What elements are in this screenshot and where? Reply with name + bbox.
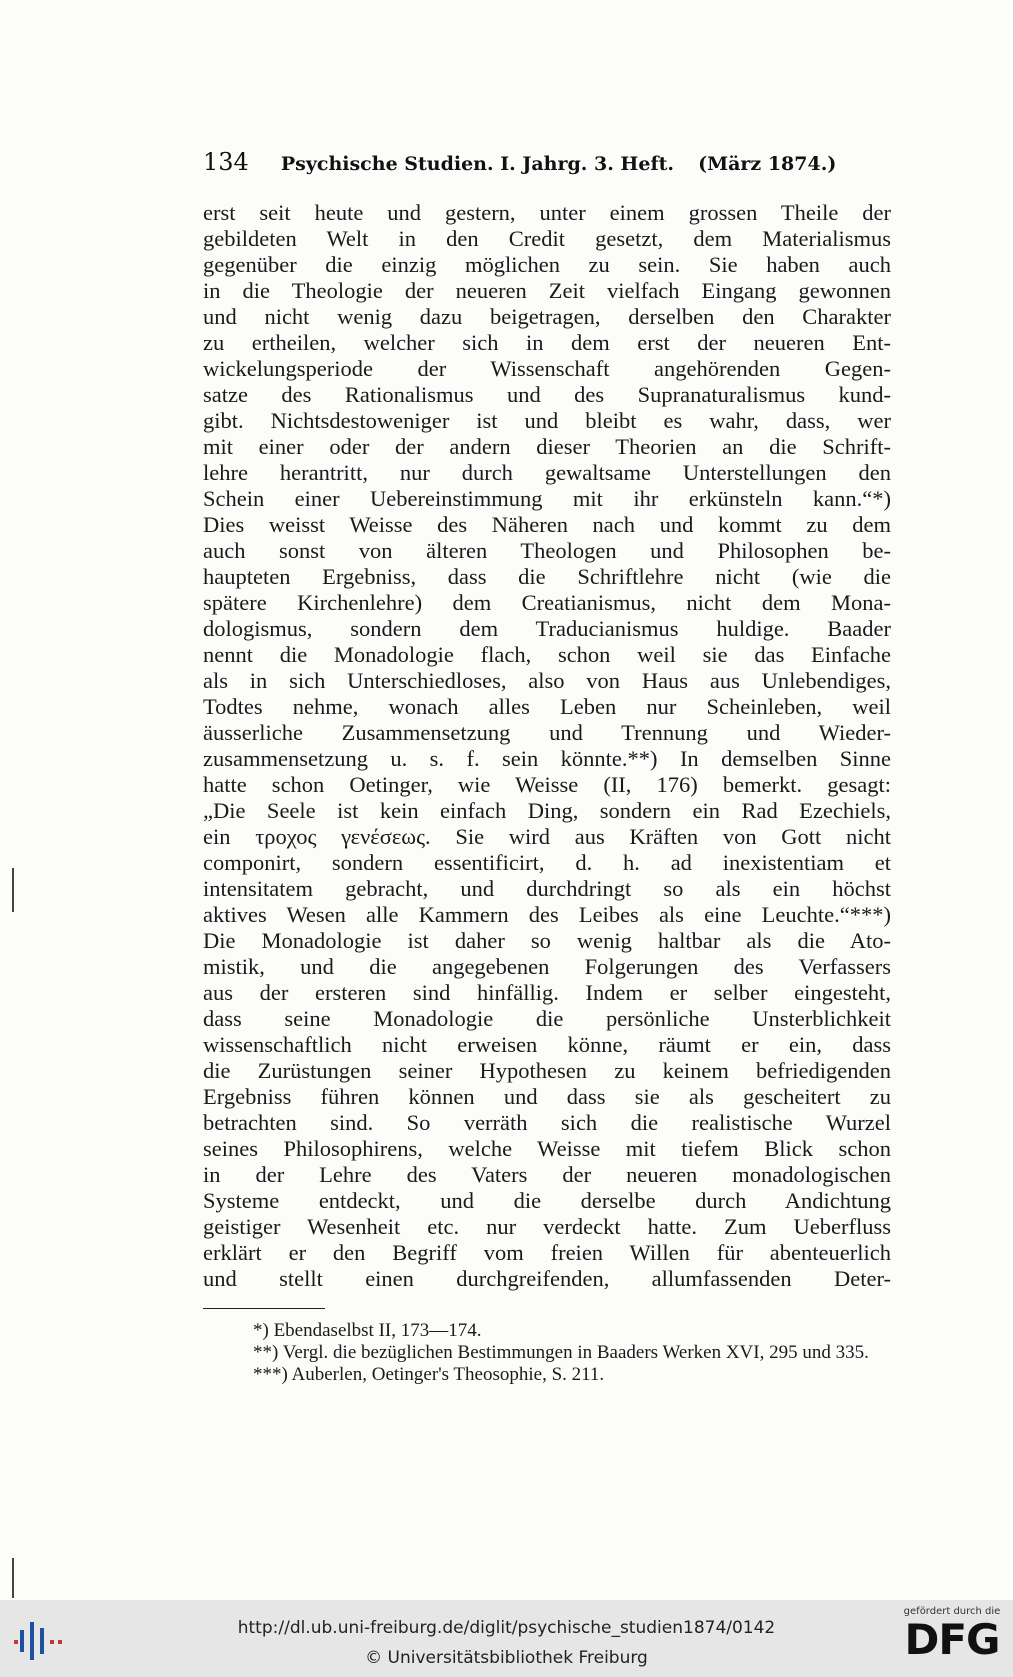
body-line: Ergebniss führen können und dass sie als gescheitert zu: [203, 1084, 891, 1109]
footnote-2: **) Vergl. die bezüglichen Bestimmungen in Baaders Werken XVI, 295 und 335.: [253, 1342, 869, 1363]
body-line: auch sonst von älteren Theologen und Philosophen be-: [203, 538, 891, 563]
page-number: 134: [203, 148, 249, 176]
body-line: äusserliche Zusammensetzung und Trennung und Wieder-: [203, 720, 891, 745]
body-line: Systeme entdeckt, und die derselbe durch Andichtung: [203, 1188, 891, 1213]
body-line: lehre herantritt, nur durch gewaltsame Unterstellungen den: [203, 460, 891, 485]
running-header: [203, 148, 837, 176]
body-line: Die Monadologie ist daher so wenig haltbar als die Ato-: [203, 928, 891, 953]
dfg-logo: [901, 1606, 1003, 1674]
footnote-1: *) Ebendaselbst II, 173—174.: [253, 1320, 482, 1341]
body-line: zu ertheilen, welcher sich in dem erst der neueren Ent-: [203, 330, 891, 355]
body-line: gibt. Nichtsdestoweniger ist und bleibt es wahr, dass, wer: [203, 408, 891, 433]
body-line: wissenschaftlich nicht erweisen könne, räumt er ein, dass: [203, 1032, 891, 1057]
body-line: Dies weisst Weisse des Näheren nach und kommt zu dem: [203, 512, 891, 537]
body-line: haupteten Ergebniss, dass die Schriftlehre nicht (wie die: [203, 564, 891, 589]
body-line: und nicht wenig dazu beigetragen, derselben den Charakter: [203, 304, 891, 329]
body-line: erst seit heute und gestern, unter einem grossen Theile der: [203, 200, 891, 225]
body-line: Todtes nehme, wonach alles Leben nur Scheinleben, weil: [203, 694, 891, 719]
margin-mark: [12, 868, 14, 912]
footnotes: [203, 1320, 891, 1386]
footnote-3: ***) Auberlen, Oetinger's Theosophie, S. 211.: [253, 1364, 605, 1385]
footnote-rule: [203, 1308, 325, 1309]
body-line: die Zurüstungen seiner Hypothesen zu keinem befriedigenden: [203, 1058, 891, 1083]
body-line: erklärt er den Begriff vom freien Willen für abenteuerlich: [203, 1240, 891, 1265]
body-line: gegenüber die einzig möglichen zu sein. Sie haben auch: [203, 252, 891, 277]
body-line: satze des Rationalismus und des Supranaturalismus kund-: [203, 382, 891, 407]
body-line: als in sich Unterschiedloses, also von Haus aus Unlebendiges,: [203, 668, 891, 693]
margin-mark: [12, 1558, 14, 1598]
body-text: [203, 200, 891, 1292]
body-line: componirt, sondern essentificirt, d. h. ad inexistentiam et: [203, 850, 891, 875]
body-line: mistik, und die angegebenen Folgerungen des Verfassers: [203, 954, 891, 979]
body-line: wickelungsperiode der Wissenschaft angehörenden Gegen-: [203, 356, 891, 381]
body-line: dologismus, sondern dem Traducianismus huldige. Baader: [203, 616, 891, 641]
permalink[interactable]: http://dl.ub.uni-freiburg.de/diglit/psychische_studien1874/0142: [237, 1618, 776, 1638]
body-line: hatte schon Oetinger, wie Weisse (II, 176) bemerkt. gesagt:: [203, 772, 891, 797]
body-line: betrachten sind. So verräth sich die realistische Wurzel: [203, 1110, 891, 1135]
body-line: gebildeten Welt in den Credit gesetzt, dem Materialismus: [203, 226, 891, 251]
body-line: aus der ersteren sind hinfällig. Indem er selber eingesteht,: [203, 980, 891, 1005]
body-line: spätere Kirchenlehre) dem Creatianismus, nicht dem Mona-: [203, 590, 891, 615]
body-line: in der Lehre des Vaters der neueren monadologischen: [203, 1162, 891, 1187]
body-line: zusammensetzung u. s. f. sein könnte.**) In demselben Sinne: [203, 746, 891, 771]
body-line: in die Theologie der neueren Zeit vielfach Eingang gewonnen: [203, 278, 891, 303]
body-line: dass seine Monadologie die persönliche Unsterblichkeit: [203, 1006, 891, 1031]
body-line: ein τροχος γενέσεως. Sie wird aus Kräften von Gott nicht: [203, 824, 891, 849]
dfg-caption: gefördert durch die: [903, 1606, 1001, 1617]
body-line: „Die Seele ist kein einfach Ding, sondern ein Rad Ezechiels,: [203, 798, 891, 823]
journal-title: Psychische Studien. I. Jahrg. 3. Heft.: [280, 153, 675, 175]
body-line: geistiger Wesenheit etc. nur verdeckt hatte. Zum Ueberfluss: [203, 1214, 891, 1239]
footer-bar: [0, 1600, 1013, 1677]
body-line: intensitatem gebracht, und durchdringt so als ein höchst: [203, 876, 891, 901]
body-line: mit einer oder der andern dieser Theorien an die Schrift-: [203, 434, 891, 459]
body-line: Schein einer Uebereinstimmung mit ihr erkünsteln kann.“*): [203, 486, 891, 511]
dfg-wordmark: DFG: [904, 1615, 1000, 1664]
body-line: nennt die Monadologie flach, schon weil sie das Einfache: [203, 642, 891, 667]
body-line: seines Philosophirens, welche Weisse mit tiefem Blick schon: [203, 1136, 891, 1161]
issue-date: (März 1874.): [698, 153, 837, 175]
body-line: und stellt einen durchgreifenden, allumfassenden Deter-: [203, 1266, 891, 1291]
copyright: © Universitätsbibliothek Freiburg: [365, 1648, 648, 1668]
body-line: aktives Wesen alle Kammern des Leibes als eine Leuchte.“***): [203, 902, 891, 927]
